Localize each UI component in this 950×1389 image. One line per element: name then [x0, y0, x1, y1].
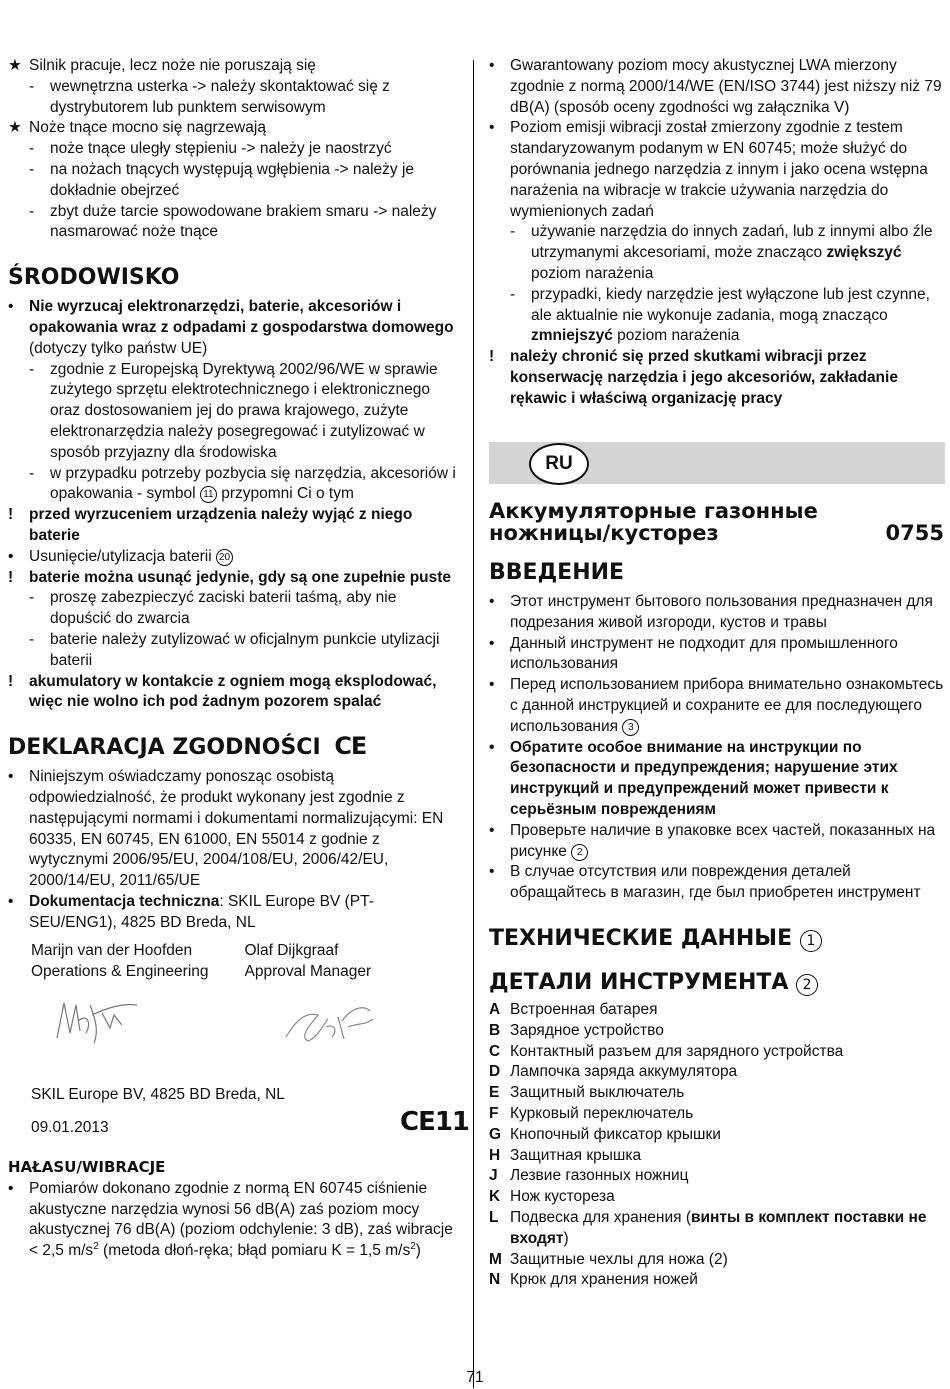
language-badge: RU [529, 443, 589, 485]
part-item: F Курковый переключатель [489, 1104, 694, 1122]
warning-item: ! należy chronić się przed skutkami wibracji przez konserwację narzędzia i jego akcesoriów, zakładanie rękawic i właściwą organizację pracy [489, 348, 898, 407]
callout-number: 20 [216, 549, 233, 566]
list-item: • Pomiarów dokonano zgodnie z normą EN 60745 ciśnienie akustyczne narzędzia wynosi 56 dB(A) zaś poziom mocy akustycznej 76 dB(A) (poziom odchylenie: 3 dB), zaś wibracje < 2,5 $m/s^2$ (metoda dłoń-ręka; błąd pomiaru K = 1,5 $m/s^2$) [8, 1179, 453, 1260]
page-number: 71 [466, 1369, 484, 1386]
part-item: M Защитные чехлы для ножа (2) [489, 1250, 728, 1268]
noise-heading: HAŁASU/WIBRACJE [8, 1157, 166, 1176]
signatory-name: Olaf Dijkgraaf [244, 942, 339, 960]
declaration-heading: DEKLARACJA ZGODNOŚCI CE [8, 732, 367, 761]
ce11-mark: CE11 [400, 1106, 470, 1137]
list-item: • Usunięcie/utylizacja baterii 20 [8, 547, 458, 568]
signature-area [8, 983, 458, 1073]
intro-heading: ВВЕДЕНИЕ [489, 560, 625, 585]
part-item: K Нож кустореза [489, 1188, 615, 1206]
callout-number: 2 [571, 844, 588, 861]
signatory-title: Approval Manager [244, 963, 372, 981]
company-address: SKIL Europe BV, 4825 BD Breda, NL [31, 1086, 285, 1104]
product-title: Аккумуляторные газонные ножницы/кусторез 0755 [489, 499, 944, 545]
ru-section [489, 500, 944, 1291]
list-item: - zgodnie z Europejską Dyrektywą 2002/96/WE w sprawie zużytego sprzętu elektrotechnicznego i elektronicznego oraz dostosowaniem jej do prawa krajowego, zużyte elektronarzędzia należy posegregować i zutylizować w sposób przyjazny dla środowiska [29, 360, 438, 461]
part-item: L Подвеска для хранения (винты в комплект поставки не входят) [489, 1208, 927, 1247]
list-item: - zbyt duże tarcie spowodowane brakiem smaru -> należy nasmarować noże tnące [29, 202, 437, 241]
callout-number: 2 [796, 974, 818, 996]
part-item: H Защитная крышка [489, 1146, 642, 1164]
list-item: • Данный инструмент не подходит для промышленного использования [489, 634, 898, 673]
part-item: N Крюк для хранения ножей [489, 1271, 698, 1289]
ce-mark: CE [334, 732, 367, 761]
part-item: E Защитный выключатель [489, 1084, 685, 1102]
list-item: - proszę zabezpieczyć zaciski baterii taśmą, aby nie dopuścić do zwarcia [29, 589, 397, 628]
list-item: • Dokumentacja techniczna: SKIL Europe BV (PT-SEU/ENG1), 4825 BD Breda, NL [8, 892, 374, 931]
list-item: • Проверьте наличие в упаковке всех частей, показанных на рисунке 2 [489, 821, 936, 860]
environment-heading: ŚRODOWISKO [8, 265, 180, 291]
signature-1 [52, 993, 142, 1053]
list-item: • Gwarantowany poziom mocy akustycznej LWA mierzony zgodnie z normą 2000/14/WE (EN/ISO 3744) jest niższy niż 79 dB(A) (sposób oceny zgodności wg załącznika V) [489, 57, 942, 116]
signature-2 [278, 997, 378, 1053]
list-item: • Poziom emisji wibracji został zmierzony zgodnie z testem standaryzowanym podanym w EN 60745; może służyć do porównania jednego narzędzia z innym i jako ocena wstępna narażenia na wibracje w trakcie używania narzędzia do wymienionych zadań [489, 119, 928, 220]
callout-number: 3 [622, 719, 639, 736]
part-item: G Кнопочный фиксатор крышки [489, 1125, 721, 1143]
date: 09.01.2013 [31, 1118, 109, 1136]
troubleshooting-list [8, 56, 458, 243]
callout-number: 11 [200, 486, 217, 503]
parts-list [489, 1000, 944, 1208]
part-item: J Лезвие газонных ножниц [489, 1167, 689, 1185]
list-item: • Nie wyrzucaj elektronarzędzi, baterie, akcesoriów i opakowania wraz z odpadami z gospodarstwa domowego (dotyczy tylko państw UE) [8, 298, 454, 357]
list-item: ★ Noże tnące mocno się nagrzewają [8, 119, 266, 137]
part-item: C Контактный разъем для зарядного устройства [489, 1042, 844, 1060]
list-item: ★ Silnik pracuje, lecz noże nie poruszają się [8, 57, 316, 74]
callout-number: 1 [800, 930, 822, 952]
list-item: - przypadki, kiedy narzędzie jest wyłączone lub jest czynne, ale aktualnie nie wykonuje zadania, mogą znacząco zmniejszyć poziom narażenia [510, 285, 930, 345]
signatory-name: Marijn van der Hoofden [31, 942, 193, 960]
list-item: - na nożach tnących występują wgłębienia -> należy je dokładnie obejrzeć [29, 160, 415, 199]
list-item: • Этот инструмент бытового пользования предназначен для подрезания живой изгороди, кустов и травы [489, 593, 933, 631]
list-item: - używanie narzędzia do innych zadań, lub z innymi albo źle utrzymanymi akcesoriami, może znacząco zwiększyć poziom narażenia [510, 223, 933, 282]
parts-heading: ДЕТАЛИ ИНСТРУМЕНТА 2 [489, 970, 944, 996]
tech-data-heading: ТЕХНИЧЕСКИЕ ДАННЫЕ 1 [489, 926, 944, 952]
list-item: - noże tnące uległy stępieniu -> należy je naostrzyć [29, 140, 392, 158]
part-item: B Зарядное устройство [489, 1021, 664, 1039]
right-column [489, 56, 944, 410]
signatory-title: Operations & Engineering [31, 963, 209, 981]
list-item: - baterie należy zutylizować w oficjalnym punkcie utylizacji baterii [29, 630, 440, 669]
product-code: 0755 [885, 521, 944, 545]
list-item: • Перед использованием прибора внимательно ознакомьтесь с данной инструкцией и сохраните ее для последующего использования 3 [489, 676, 944, 735]
left-column [8, 56, 470, 1262]
column-divider [473, 60, 474, 1388]
list-item: • В случае отсутствия или повреждения деталей обращайтесь в магазин, где был приобретен инструмент [489, 863, 921, 902]
list-item: • Обратите особое внимание на инструкции по безопасности и предупреждения; нарушение этих инструкций и предупреждений может привести к серьёзным повреждениям [489, 738, 898, 818]
warning-item: ! baterie można usunąć jedynie, gdy są one zupełnie puste [8, 568, 452, 586]
part-item: D Лампочка заряда аккумулятора [489, 1063, 738, 1081]
date-row [8, 1106, 470, 1144]
warning-item: ! przed wyrzuceniem urządzenia należy wyjąć z niego baterie [8, 506, 413, 544]
list-item: - w przypadku potrzeby pozbycia się narzędzia, akcesoriów i opakowania - symbol 11 przypomni Ci o tym [29, 464, 456, 503]
part-item: A Встроенная батарея [489, 1000, 658, 1018]
warning-item: ! akumulatory w kontakcie z ogniem mogą eksplodować, więc nie wolno ich pod żadnym pozorem spalać [8, 672, 437, 711]
list-item: • Niniejszym oświadczamy ponosząc osobistą odpowiedzialność, że produkt wykonany jest zgodnie z następującymi normami i dokumentami normalizującymi: EN 60335, EN 60745, EN 61000, EN 55014 z godnie z wytycznymi 2006/95/EU, 2004/108/EU, 2006/42/EU, 2000/14/EU, 2011/65/UE [8, 768, 444, 890]
signatories [31, 941, 458, 983]
list-item: - wewnętrzna usterka -> należy skontaktować się z dystrybutorem lub punktem serwisowym [29, 77, 390, 116]
